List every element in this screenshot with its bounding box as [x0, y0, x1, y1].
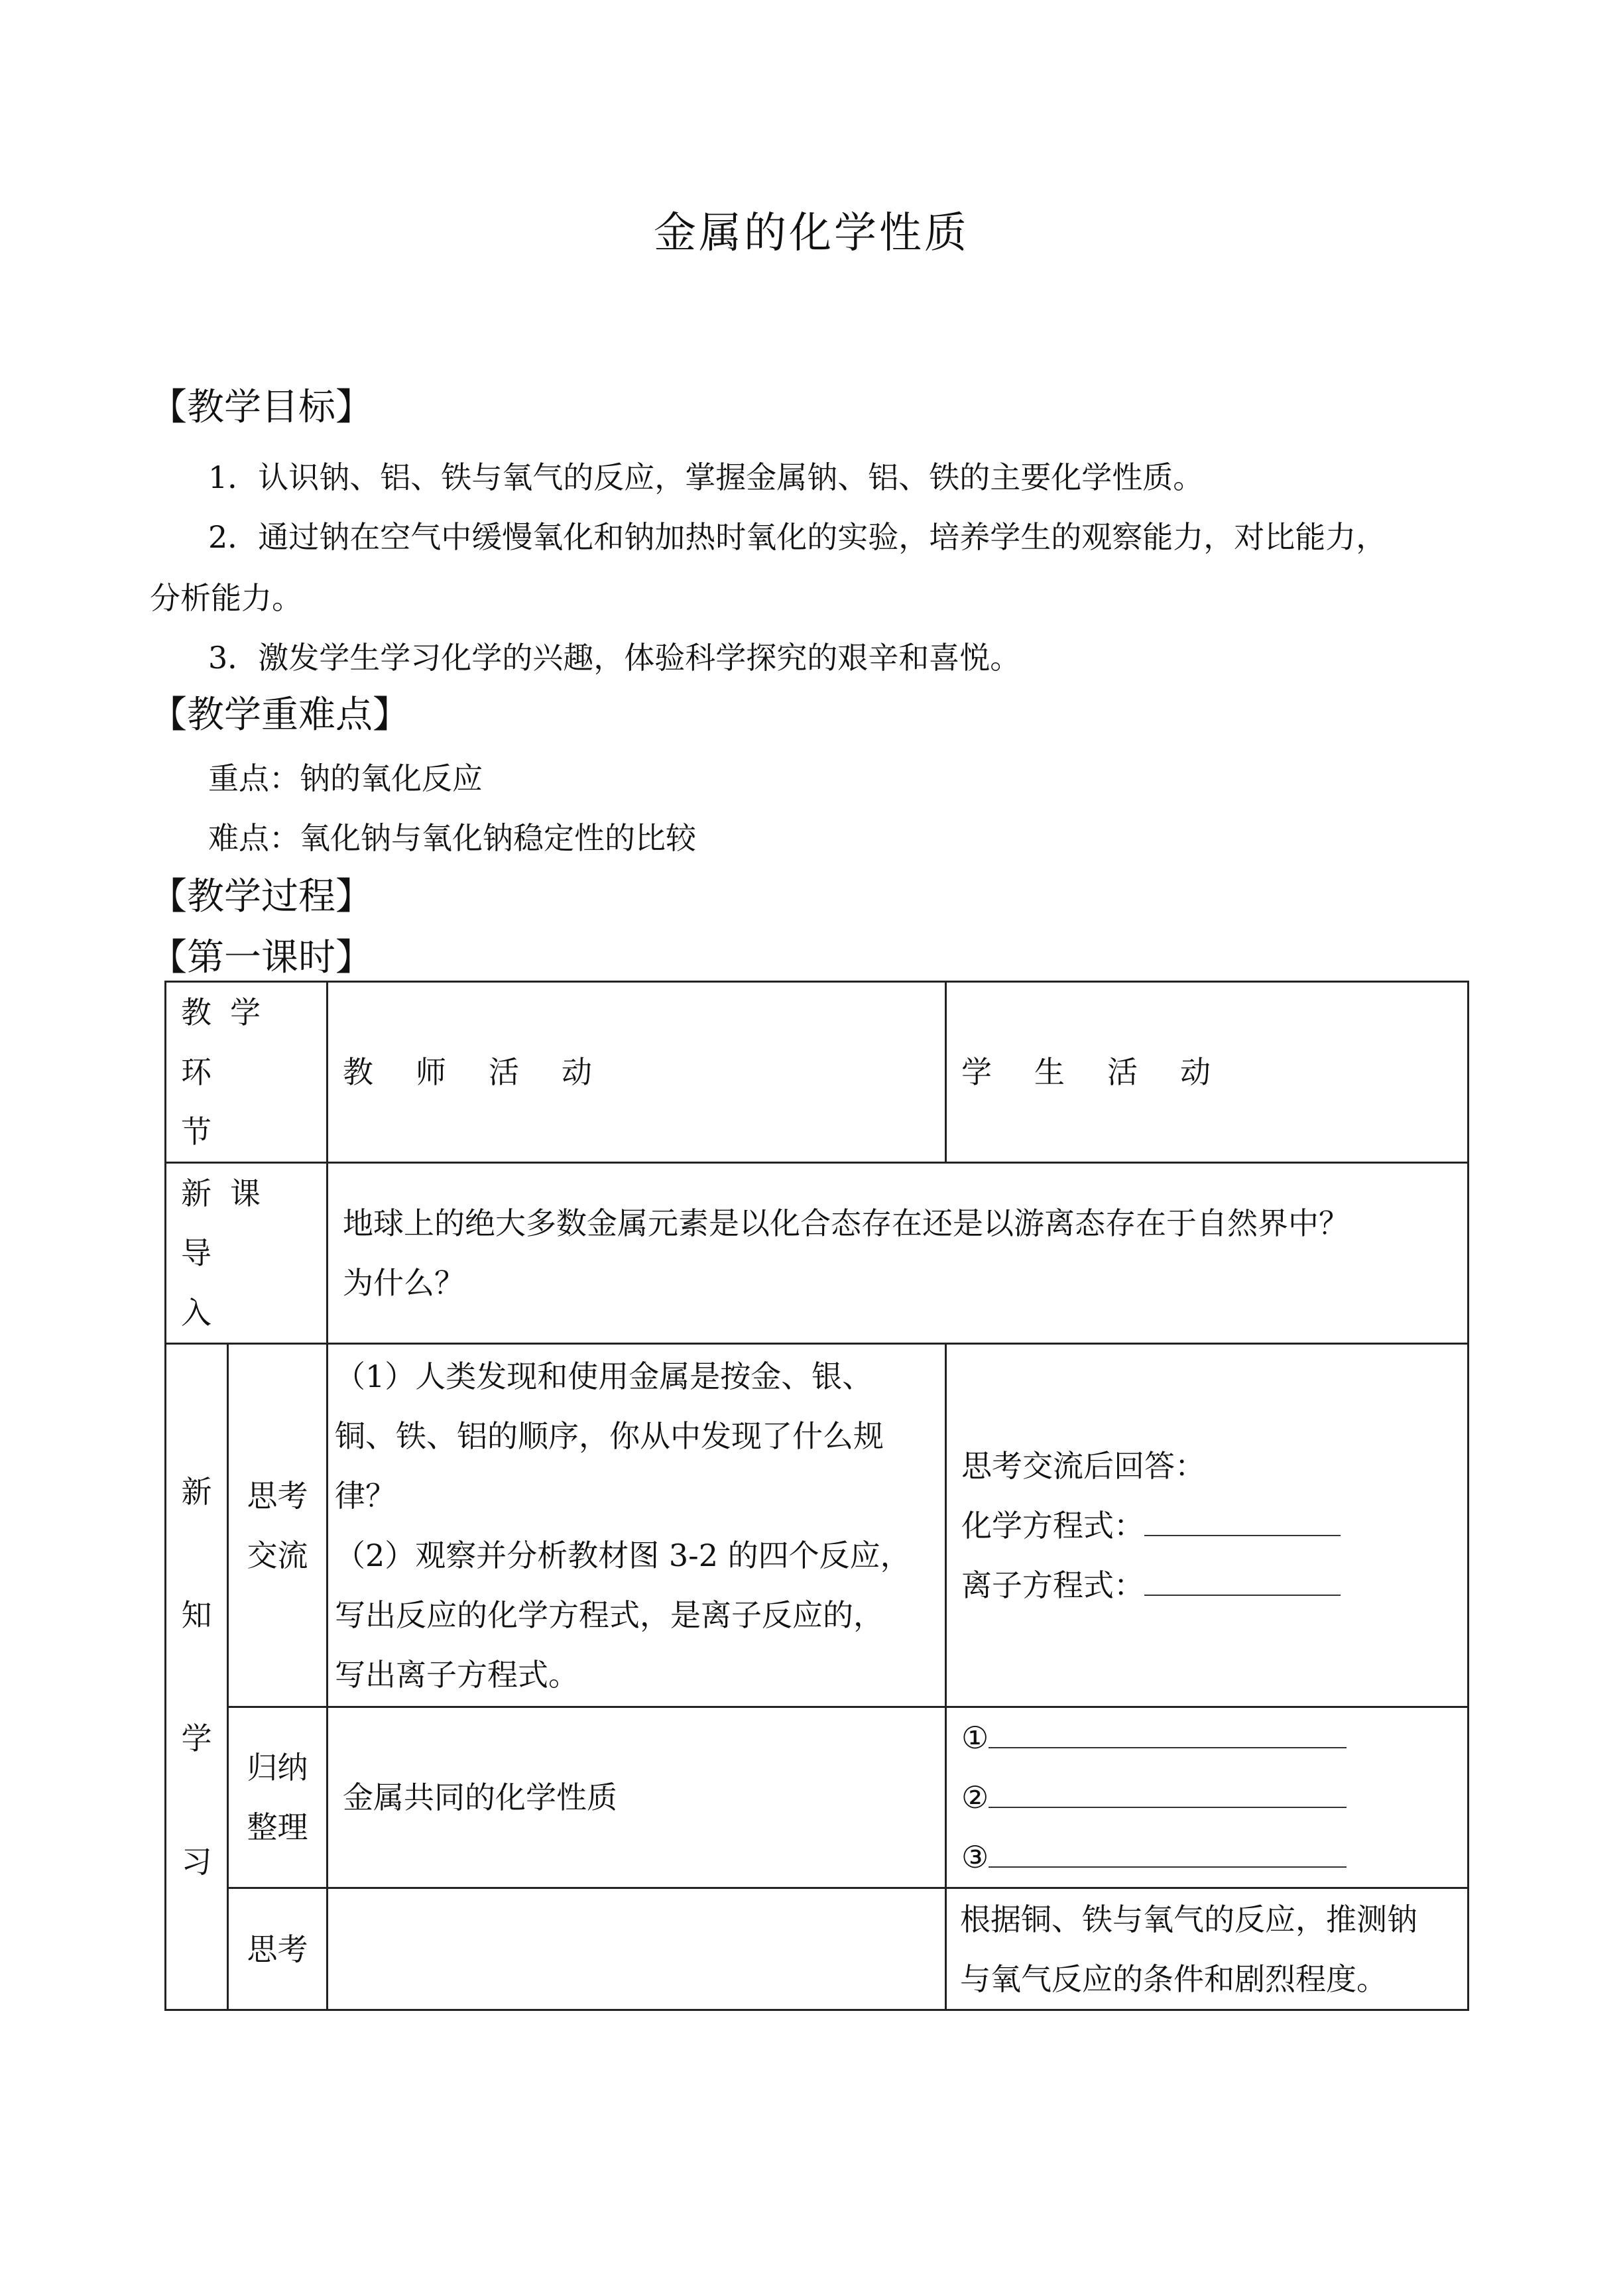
think-exchange-teacher-cell	[328, 1344, 946, 1707]
summary-answer-3-marker: ③	[961, 1839, 989, 1875]
intro-row	[166, 1163, 1469, 1344]
summary-label-line-1: 归纳	[247, 1750, 308, 1785]
intro-content-line-1: 地球上的绝大多数金属元素是以化合态存在还是以游离态存在于自然界中？	[343, 1205, 1349, 1241]
summary-answer-1	[961, 1708, 1453, 1768]
think-teacher-cell	[328, 1888, 946, 2010]
goal-3: 3．激发学生学习化学的兴趣，体验科学探究的艰辛和喜悦。	[208, 640, 1021, 676]
header-stage-line-2: 节	[181, 1114, 211, 1150]
chemical-equation-label: 化学方程式：	[961, 1507, 1144, 1543]
think-student-cell	[946, 1888, 1469, 2010]
think-exchange-teacher-line-1: （1）人类发现和使用金属是按金、银、	[335, 1358, 873, 1394]
summary-answer-1-marker: ①	[961, 1720, 989, 1756]
intro-content-cell	[328, 1163, 1469, 1344]
think-label-cell	[228, 1888, 328, 2010]
chemical-equation-answer	[961, 1496, 1453, 1555]
think-exchange-teacher-line-4: （2）观察并分析教材图 3-2 的四个反应，	[335, 1537, 911, 1573]
lesson-table	[164, 981, 1469, 2011]
new-knowledge-stage-cell	[166, 1344, 228, 2010]
key-point: 重点：钠的氧化反应	[208, 760, 483, 796]
think-exchange-teacher-line-2: 铜、铁、铝的顺序，你从中发现了什么规	[335, 1418, 884, 1454]
header-student-cell	[946, 982, 1469, 1163]
section-heading-period: 【第一课时】	[150, 936, 373, 979]
page-title: 金属的化学性质	[654, 209, 969, 258]
chemical-equation-blank	[1144, 1504, 1341, 1536]
new-knowledge-char-2: 知	[181, 1597, 212, 1633]
think-row	[166, 1888, 1469, 2010]
goal-2-line-2: 分析能力。	[150, 580, 302, 616]
summary-student-cell	[946, 1707, 1469, 1888]
summary-answer-2	[961, 1768, 1453, 1827]
think-exchange-teacher-line-3: 律？	[335, 1477, 396, 1514]
goal-1: 1．认识钠、铝、铁与氧气的反应，掌握金属钠、铝、铁的主要化学性质。	[208, 459, 1204, 495]
summary-answer-2-blank	[989, 1776, 1347, 1808]
think-exchange-label-line-1: 思考	[247, 1477, 308, 1514]
header-teacher-label: 教师活动	[343, 1054, 634, 1090]
think-exchange-student-cell	[946, 1344, 1469, 1707]
ionic-equation-blank	[1144, 1564, 1341, 1596]
think-student-line-2: 与氧气反应的条件和剧烈程度。	[960, 1961, 1387, 1997]
section-heading-process: 【教学过程】	[150, 875, 373, 918]
header-stage-cell	[166, 982, 328, 1163]
section-heading-goals: 【教学目标】	[150, 386, 373, 429]
summary-teacher-cell	[328, 1707, 946, 1888]
new-knowledge-char-3: 学	[181, 1721, 212, 1756]
table-header-row	[166, 982, 1469, 1163]
think-label: 思考	[247, 1931, 308, 1967]
think-exchange-teacher-line-5: 写出反应的化学方程式，是离子反应的，	[335, 1597, 884, 1633]
ionic-equation-label: 离子方程式：	[961, 1567, 1144, 1603]
header-stage-line-1: 教学环	[181, 995, 279, 1090]
summary-teacher-text: 金属共同的化学性质	[343, 1780, 617, 1815]
think-exchange-label-cell	[228, 1344, 328, 1707]
summary-answer-1-blank	[989, 1717, 1347, 1748]
think-exchange-label-line-2: 交流	[247, 1537, 308, 1573]
intro-stage-line-2: 入	[181, 1295, 211, 1331]
ionic-equation-answer	[961, 1555, 1453, 1615]
think-exchange-student-line-1: 思考交流后回答：	[961, 1447, 1205, 1484]
header-student-label: 学生活动	[961, 1054, 1253, 1090]
summary-row	[166, 1707, 1469, 1888]
section-heading-keypoints: 【教学重难点】	[150, 694, 410, 737]
intro-stage-line-1: 新课导	[181, 1176, 279, 1271]
intro-stage-cell	[166, 1163, 328, 1344]
summary-answer-3-blank	[989, 1836, 1347, 1868]
think-exchange-row	[166, 1344, 1469, 1707]
difficult-point: 难点：氧化钠与氧化钠稳定性的比较	[208, 820, 696, 856]
summary-label-cell	[228, 1707, 328, 1888]
intro-content-line-2: 为什么？	[343, 1265, 465, 1301]
summary-label-line-2: 整理	[247, 1809, 308, 1845]
summary-answer-2-marker: ②	[961, 1780, 989, 1815]
new-knowledge-char-4: 习	[181, 1844, 212, 1880]
think-exchange-teacher-line-6: 写出离子方程式。	[335, 1656, 579, 1693]
think-student-line-1: 根据铜、铁与氧气的反应，推测钠	[960, 1901, 1417, 1937]
new-knowledge-char-1: 新	[181, 1474, 212, 1510]
header-teacher-cell	[328, 982, 946, 1163]
summary-answer-3	[961, 1827, 1453, 1887]
goal-2-line-1: 2．通过钠在空气中缓慢氧化和钠加热时氧化的实验，培养学生的观察能力，对比能力，	[208, 519, 1387, 555]
